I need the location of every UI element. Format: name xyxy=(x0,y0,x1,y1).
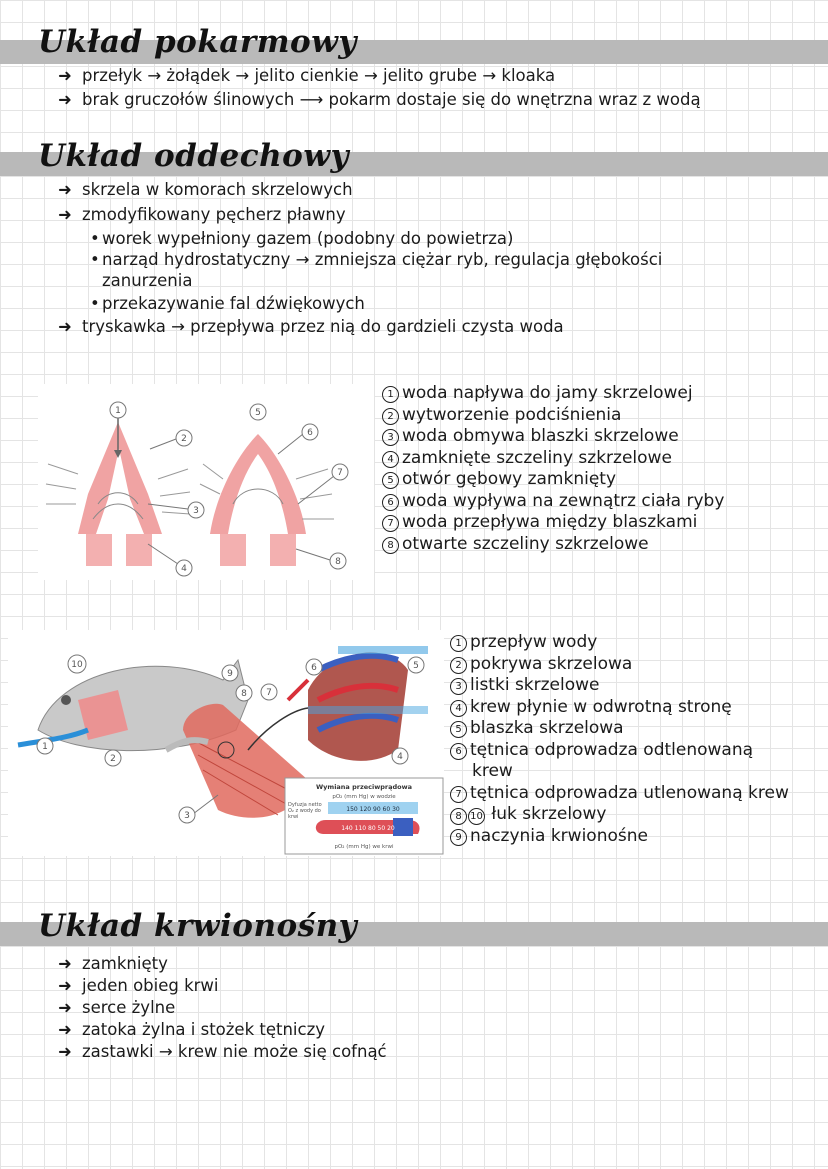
callout-label xyxy=(296,549,346,569)
inset-side-label: Dyfuzja netto O₂ z wody do krwi xyxy=(288,802,322,820)
svg-text:2: 2 xyxy=(110,754,116,764)
legend-item: 5 otwór gębowy zamknięty xyxy=(382,469,724,491)
svg-text:7: 7 xyxy=(337,468,343,478)
digestive-line-1: ➜ przełyk → żołądek → jelito cienkie → jelito grube → kloaka xyxy=(58,66,556,85)
svg-text:pO₂ (mm Hg) w wodzie: pO₂ (mm Hg) w wodzie xyxy=(332,794,396,800)
callout-label xyxy=(222,665,238,681)
svg-text:6: 6 xyxy=(311,663,317,673)
legend-item: 6 woda wypływa na zewnątrz ciała ryby xyxy=(382,491,724,513)
arrow-icon: ➜ xyxy=(58,954,72,973)
arrow-icon: ➜ xyxy=(58,976,72,995)
svg-text:4: 4 xyxy=(397,752,403,762)
callout-label xyxy=(261,684,277,700)
circulatory-line: ➜ zamknięty xyxy=(58,954,168,973)
svg-text:8: 8 xyxy=(241,689,247,699)
circulatory-line: ➜ zatoka żylna i stożek tętniczy xyxy=(58,1020,326,1039)
bullet-dot-icon: • xyxy=(90,250,100,269)
legend-item: 3 woda obmywa blaszki skrzelowe xyxy=(382,426,724,448)
bullet-continuation: zanurzenia xyxy=(102,271,193,290)
legend-item: 7 tętnica odprowadza utlenowaną krew xyxy=(450,783,789,805)
legend-item: 5 blaszka skrzelowa xyxy=(450,718,789,740)
circulatory-line: ➜ serce żylne xyxy=(58,998,176,1017)
svg-text:140 110 80 50 20: 140 110 80 50 20 xyxy=(341,825,395,832)
callout-label xyxy=(148,544,192,576)
arrow-icon: ➜ xyxy=(58,205,72,224)
respiratory-line-2: ➜ zmodyfikowany pęcherz pławny xyxy=(58,205,346,224)
svg-text:8: 8 xyxy=(335,557,341,567)
legend-item: 7 woda przepływa między blaszkami xyxy=(382,512,724,534)
callout-label xyxy=(250,404,266,420)
arrow-icon: ➜ xyxy=(58,1042,72,1061)
callout-label xyxy=(68,655,86,673)
legend-item: 2 wytworzenie podciśnienia xyxy=(382,405,724,427)
svg-text:1: 1 xyxy=(42,742,48,752)
svg-text:Wymiana przeciwprądowa: Wymiana przeciwprądowa xyxy=(316,783,412,791)
section3-title: Układ krwionośny xyxy=(38,908,358,944)
arrow-icon: ➜ xyxy=(58,180,72,199)
svg-text:5: 5 xyxy=(255,408,261,418)
digestive-line-2: ➜ brak gruczołów ślinowych ⟶ pokarm dostaje się do wnętrzna wraz z wodą xyxy=(58,90,701,109)
countercurrent-inset xyxy=(285,778,443,854)
svg-text:1: 1 xyxy=(115,406,121,416)
svg-text:150 120 90 60 30: 150 120 90 60 30 xyxy=(346,806,400,813)
svg-text:9: 9 xyxy=(227,669,233,679)
legend-item-continuation: krew xyxy=(472,761,513,781)
legend-item: 4 zamknięte szczeliny szkrzelowe xyxy=(382,448,724,470)
bullet-dot-icon: • xyxy=(90,229,100,248)
circulatory-line: ➜ zastawki → krew nie może się cofnąć xyxy=(58,1042,387,1061)
fish-gill-structure-diagram xyxy=(8,630,444,856)
bullet-dot-icon: • xyxy=(90,294,100,313)
callout-label xyxy=(408,657,424,673)
arrow-icon: ➜ xyxy=(58,317,72,336)
callout-label xyxy=(148,502,204,518)
svg-text:4: 4 xyxy=(181,564,187,574)
fish-gill-structure-legend xyxy=(450,632,789,847)
svg-text:5: 5 xyxy=(413,661,419,671)
circulatory-line: ➜ jeden obieg krwi xyxy=(58,976,219,995)
section1-title: Układ pokarmowy xyxy=(38,24,357,60)
svg-text:3: 3 xyxy=(193,506,199,516)
bullet-item: • narząd hydrostatyczny → zmniejsza ciężar ryb, regulacja głębokości xyxy=(90,250,663,269)
bullet-item: • przekazywanie fal dźwiękowych xyxy=(90,294,365,313)
callout-label xyxy=(278,424,318,454)
callout-label xyxy=(179,795,218,823)
tryskawka-line: ➜ tryskawka → przepływa przez nią do gardzieli czysta woda xyxy=(58,317,564,336)
gill-ventilation-legend xyxy=(382,383,724,555)
svg-text:7: 7 xyxy=(266,688,272,698)
legend-item: 1 woda napływa do jamy skrzelowej xyxy=(382,383,724,405)
callout-label xyxy=(298,464,348,504)
gill-filaments xyxy=(248,650,428,761)
bullet-item: • worek wypełniony gazem (podobny do powietrza) xyxy=(90,229,514,248)
section2-title: Układ oddechowy xyxy=(38,138,350,174)
callout-label xyxy=(150,430,192,449)
arrow-icon: ➜ xyxy=(58,90,72,109)
legend-item: 9 naczynia krwionośne xyxy=(450,826,789,848)
legend-item: 8 otwarte szczeliny szkrzelowe xyxy=(382,534,724,556)
fish-gill-structure-svg xyxy=(8,630,444,856)
svg-text:10: 10 xyxy=(71,660,83,670)
legend-item: 4 krew płynie w odwrotną stronę xyxy=(450,697,789,719)
callout-label xyxy=(236,685,252,701)
svg-text:2: 2 xyxy=(181,434,187,444)
arrow-icon: ➜ xyxy=(58,998,72,1017)
respiratory-line-1: ➜ skrzela w komorach skrzelowych xyxy=(58,180,353,199)
svg-text:3: 3 xyxy=(184,811,190,821)
head-open-mouth xyxy=(46,414,190,566)
legend-item: 6 tętnica odprowadza odtlenowaną xyxy=(450,740,789,762)
legend-item: 3 listki skrzelowe xyxy=(450,675,789,697)
svg-text:pO₂ (mm Hg) we krwi: pO₂ (mm Hg) we krwi xyxy=(334,844,394,850)
callout-label xyxy=(105,750,121,766)
callout-label xyxy=(306,659,322,675)
head-closed-mouth xyxy=(200,434,334,566)
gill-ventilation-svg xyxy=(38,384,374,580)
arrow-icon: ➜ xyxy=(58,1020,72,1039)
callout-label xyxy=(392,748,408,764)
legend-item: 1 przepływ wody xyxy=(450,632,789,654)
callout-label xyxy=(37,738,53,754)
svg-text:6: 6 xyxy=(307,428,313,438)
gill-ventilation-diagram xyxy=(38,384,374,580)
callout-label xyxy=(110,402,126,418)
legend-item: 2 pokrywa skrzelowa xyxy=(450,654,789,676)
legend-item: 8 10 łuk skrzelowy xyxy=(450,804,789,826)
arrow-icon: ➜ xyxy=(58,66,72,85)
